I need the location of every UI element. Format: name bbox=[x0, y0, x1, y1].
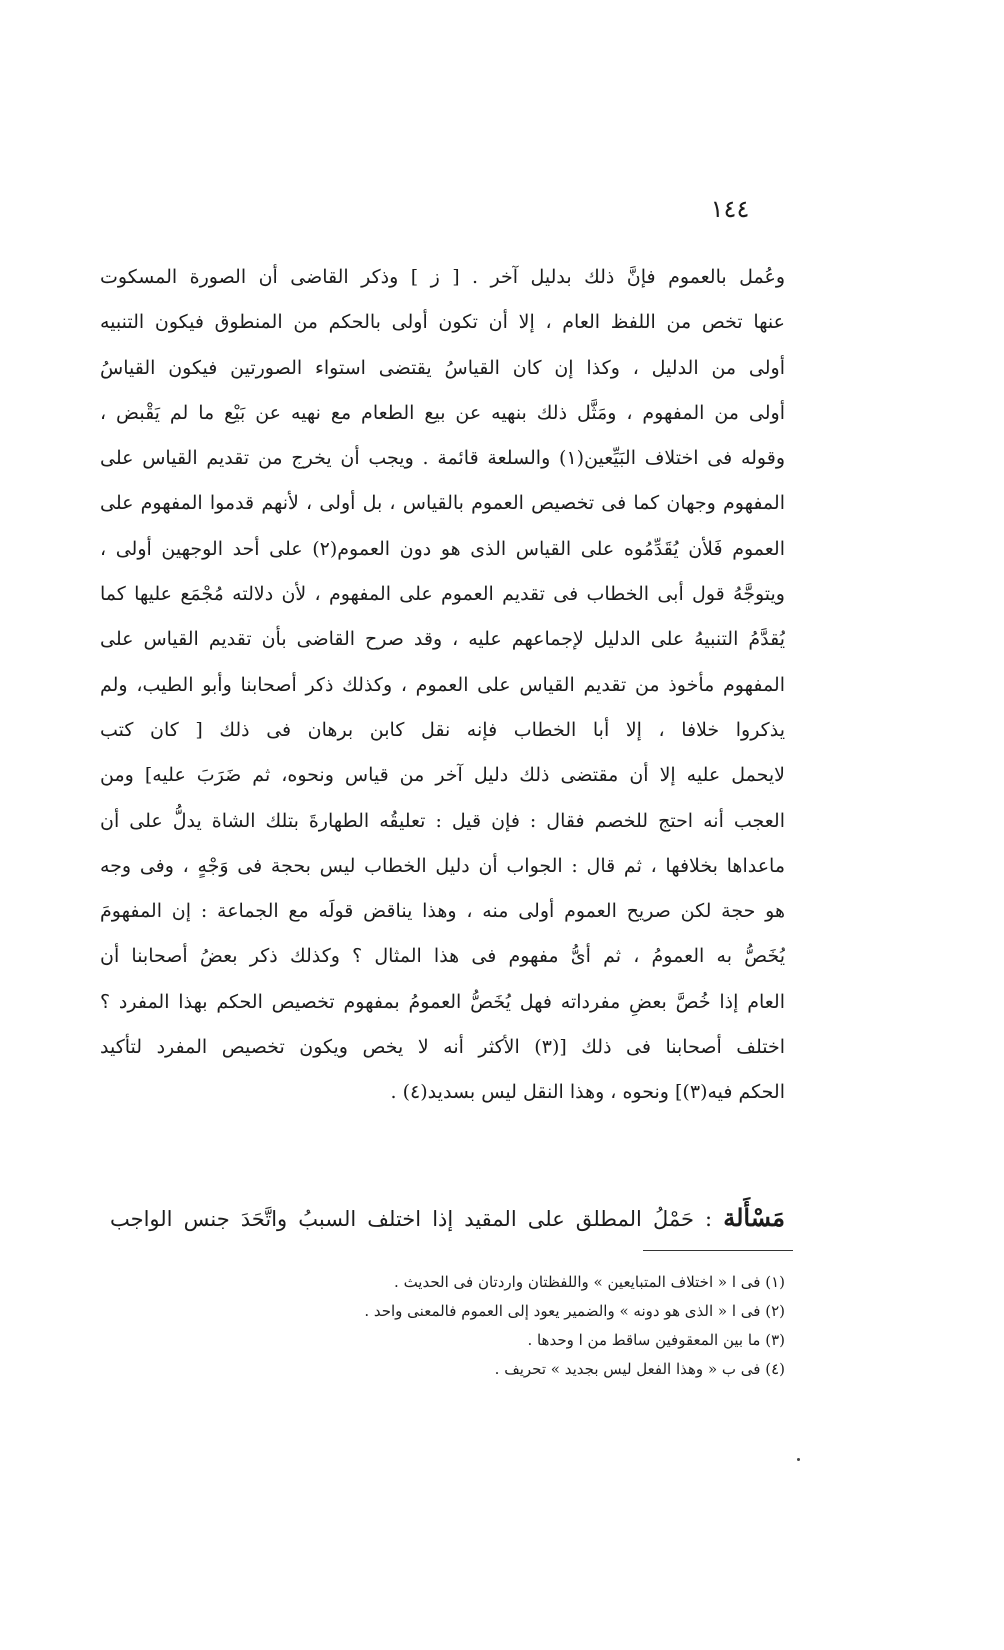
page-number: ١٤٤ bbox=[710, 195, 750, 223]
text-line: العجب أنه احتج للخصم فقال : فإن قيل : تعليقُه الطهارةَ بتلك الشاة يدلُّ على أن bbox=[100, 809, 785, 832]
text-line: المفهوم وجهان كما فى تخصيص العموم بالقياس ، بل أولى ، لأنهم قدموا المفهوم على bbox=[100, 492, 785, 515]
text-line: عنها تخص من اللفظ العام ، إلا أن تكون أولى بالحكم من المنطوق فيكون التنبيه bbox=[100, 311, 785, 334]
footnote: (١) فى ا « اختلاف المتبايعين » واللفظتان واردتان فى الحديث . bbox=[394, 1273, 785, 1291]
text-line: لايحمل عليه إلا أن مقتضى ذلك دليل آخر من قياس ونحوه، ثم ضَرَبَ عليه] ومن bbox=[100, 764, 785, 787]
heading-label: مَسْأَلة bbox=[723, 1203, 785, 1232]
text-line: وعُمل بالعموم فإنَّ ذلك بدليل آخر . [ ز ] وذكر القاضى أن الصورة المسكوت bbox=[100, 266, 785, 288]
text-line: يُخَصُّ به العمومُ ، ثم أىُّ مفهوم فى هذا المثال ؟ وكذلك ذكر بعضُ أصحابنا أن bbox=[100, 945, 785, 968]
footnote: (٤) فى ب « وهذا الفعل ليس بجديد » تحريف . bbox=[494, 1360, 785, 1378]
body-text bbox=[100, 255, 785, 1116]
text-line: الحكم فيه(٣)] ونحوه ، وهذا النقل ليس بسديد(٤) . bbox=[390, 1081, 785, 1104]
text-line: يُقدَّمُ التنبيهُ على الدليل لإجماعهم عليه ، وقد صرح القاضى بأن تقديم القياس على bbox=[100, 628, 785, 651]
text-line: وقوله فى اختلاف البَيِّعين(١) والسلعة قائمة . ويجب أن يخرج من تقديم القياس على bbox=[100, 447, 785, 470]
footnote: (٣) ما بين المعقوفين ساقط من ا وحدها . bbox=[527, 1331, 785, 1349]
text-line: ويتوجَّهُ قول أبى الخطاب فى تقديم العموم على المفهوم ، لأن دلالته مُجْمَع عليها كما bbox=[100, 583, 785, 606]
text-line: ماعداها بخلافها ، ثم قال : الجواب أن دليل الخطاب ليس بحجة فى وَجْهٍ ، وفى وجه bbox=[100, 854, 785, 877]
paper-speck bbox=[797, 1458, 800, 1461]
text-line: اختلف أصحابنا فى ذلك [(٣) الأكثر أنه لا يخص ويكون تخصيص المفرد لتأكيد bbox=[100, 1036, 785, 1059]
section-heading bbox=[110, 1197, 785, 1239]
text-line: يذكروا خلافا ، إلا أبا الخطاب فإنه نقل كابن برهان فى ذلك [ كان كتب bbox=[100, 718, 785, 741]
text-line: أولى من المفهوم ، ومَثَّل ذلك بنهيه عن بيع الطعام مع نهيه عن بَيْع ما لم يَقْبض ، bbox=[100, 401, 785, 424]
footnote-divider bbox=[643, 1250, 793, 1251]
heading-text: : حَمْلُ المطلق على المقيد إذا اختلف السببُ واتَّحَدَ جنس الواجب bbox=[110, 1207, 713, 1231]
footnote: (٢) فى ا « الذى هو دونه » والضمير يعود إلى العموم فالمعنى واحد . bbox=[364, 1302, 785, 1320]
text-line: العموم فَلأن يُقَدِّمُوه على القياس الذى هو دون العموم(٢) على أحد الوجهين أولى ، bbox=[100, 537, 785, 560]
text-line: العام إذا خُصَّ بعضِ مفرداته فهل يُخَصُّ العمومُ بمفهوم تخصيص الحكم بهذا المفرد ؟ bbox=[100, 990, 785, 1013]
footnotes bbox=[260, 1268, 785, 1384]
text-line: أولى من الدليل ، وكذا إن كان القياسُ يقتضى استواء الصورتين فيكون القياسُ bbox=[100, 356, 785, 379]
text-line: المفهوم مأخوذ من تقديم القياس على العموم ، وكذلك ذكر أصحابنا وأبو الطيب، ولم bbox=[100, 673, 785, 696]
text-line: هو حجة لكن صريح العموم أولى منه ، وهذا يناقض قولَه مع الجماعة : إن المفهومَ bbox=[100, 900, 785, 923]
